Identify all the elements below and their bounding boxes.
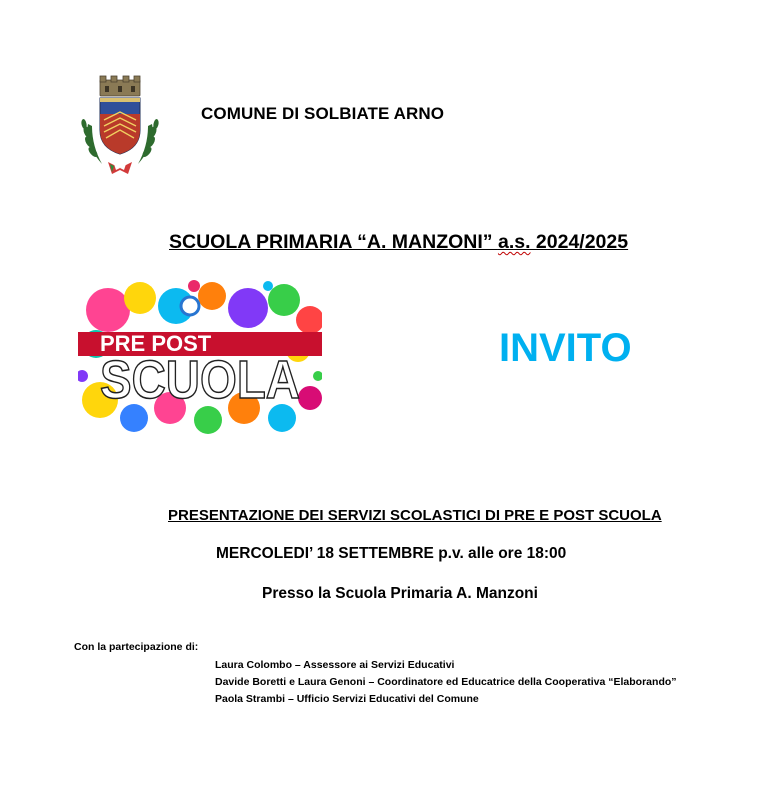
participant-item: Laura Colombo – Assessore ai Servizi Educativi	[215, 659, 455, 671]
school-title-main: SCUOLA PRIMARIA “A. MANZONI”	[169, 231, 498, 253]
banner-scuola: SCUOLA	[100, 350, 300, 410]
event-date-time: MERCOLEDI’ 18 SETTEMBRE p.v. alle ore 18:00	[216, 545, 567, 562]
invito-heading: INVITO	[499, 326, 632, 370]
participant-item: Davide Boretti e Laura Genoni – Coordinatore ed Educatrice della Cooperativa “Elaborando”	[215, 676, 677, 688]
participation-intro: Con la partecipazione di:	[74, 641, 199, 653]
participant-item: Paola Strambi – Ufficio Servizi Educativi del Comune	[215, 693, 479, 705]
coat-of-arms-icon	[78, 74, 162, 180]
presentation-title: PRESENTAZIONE DEI SERVIZI SCOLASTICI DI PRE E POST SCUOLA	[168, 507, 662, 524]
banner-pre-post: PRE POST	[100, 331, 212, 356]
municipality-name: COMUNE DI SOLBIATE ARNO	[201, 104, 445, 123]
pre-post-scuola-banner	[78, 280, 322, 436]
school-title-year: 2024/2025	[530, 231, 629, 253]
participants-list	[215, 657, 677, 708]
event-location: Presso la Scuola Primaria A. Manzoni	[262, 585, 538, 602]
school-title-as: a.s.	[497, 231, 531, 253]
school-title	[169, 231, 628, 254]
